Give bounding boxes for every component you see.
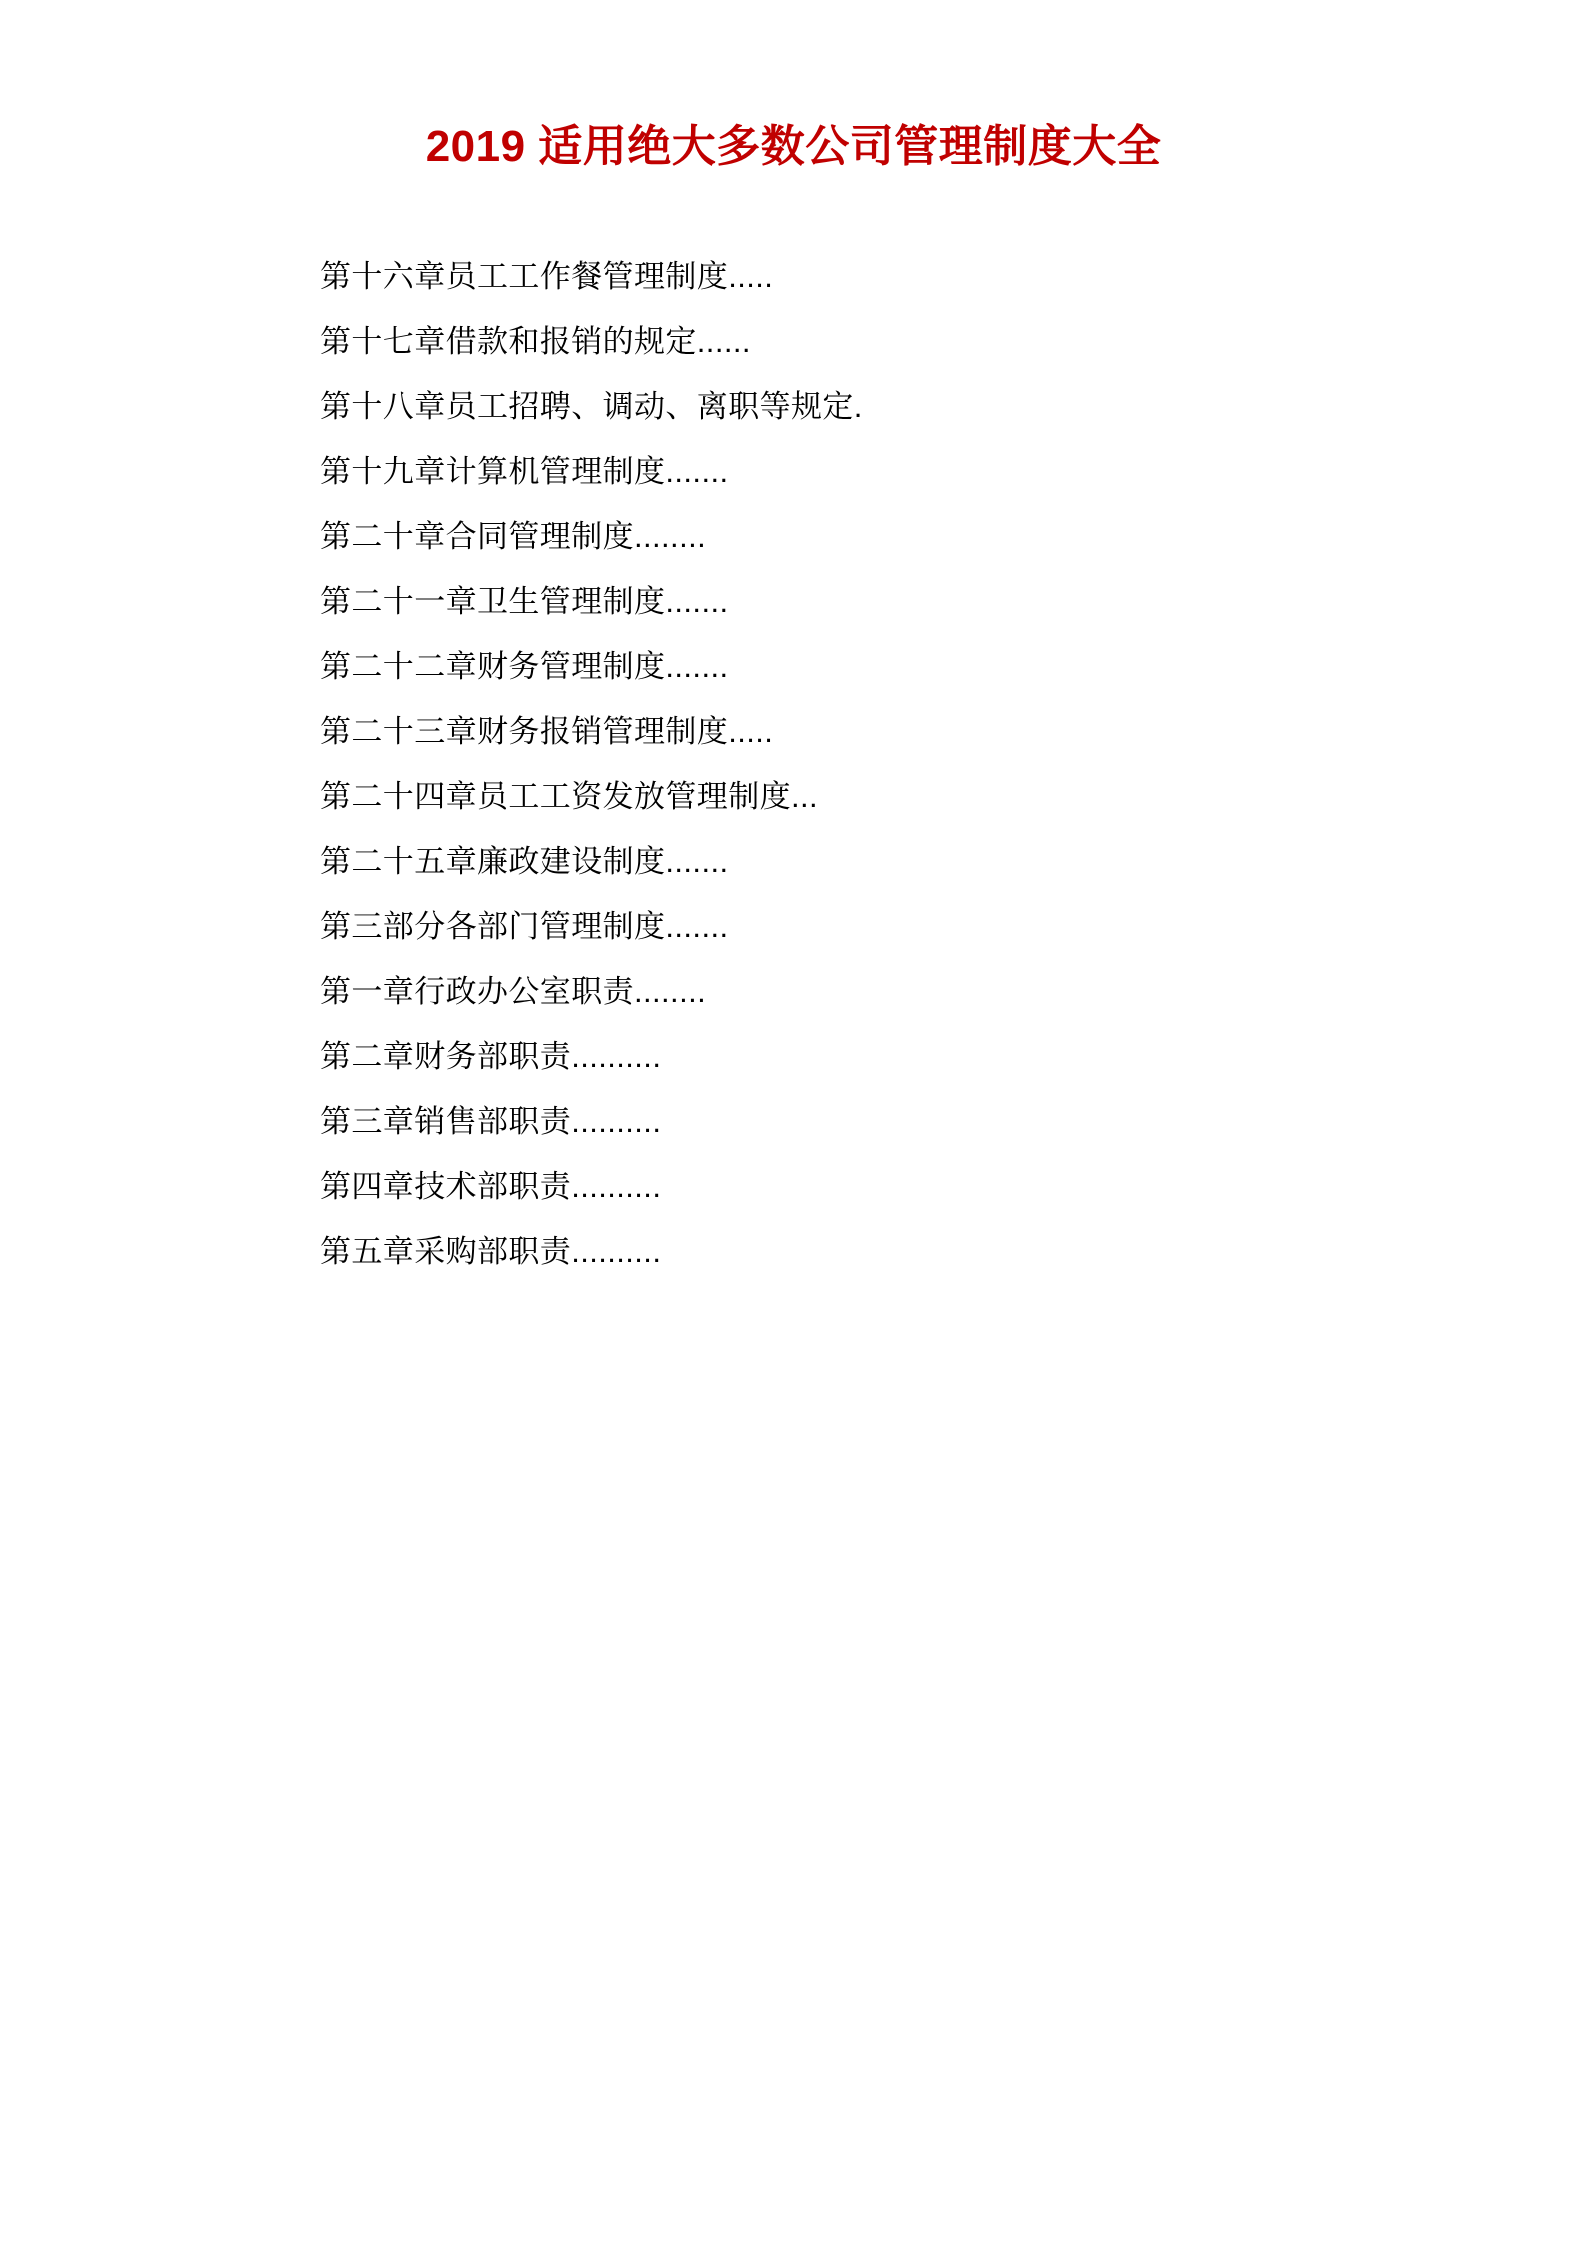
- list-item[interactable]: 第二十一章卫生管理制度.......: [320, 584, 729, 620]
- list-item[interactable]: 第四章技术部职责..........: [320, 1169, 662, 1205]
- list-item[interactable]: 第十九章计算机管理制度.......: [320, 454, 729, 490]
- page-title: 2019 适用绝大多数公司管理制度大全: [425, 122, 1162, 171]
- list-item[interactable]: 第十六章员工工作餐管理制度.....: [320, 259, 774, 295]
- table-of-contents: [0, 175, 1587, 1270]
- list-item[interactable]: 第二十二章财务管理制度.......: [320, 649, 729, 685]
- list-item[interactable]: 第十八章员工招聘、调动、离职等规定.: [320, 389, 863, 425]
- list-item[interactable]: 第二十四章员工工资发放管理制度...: [320, 779, 819, 815]
- list-item[interactable]: 第二十五章廉政建设制度.......: [320, 844, 729, 880]
- list-item[interactable]: 第三部分各部门管理制度.......: [320, 909, 729, 945]
- list-item[interactable]: 第十七章借款和报销的规定......: [320, 324, 751, 360]
- list-item[interactable]: 第五章采购部职责..........: [320, 1234, 662, 1270]
- list-item[interactable]: 第三章销售部职责..........: [320, 1104, 662, 1140]
- list-item[interactable]: 第二十章合同管理制度........: [320, 519, 707, 555]
- list-item[interactable]: 第二章财务部职责..........: [320, 1039, 662, 1075]
- list-item[interactable]: 第二十三章财务报销管理制度.....: [320, 714, 774, 750]
- list-item[interactable]: 第一章行政办公室职责........: [320, 974, 707, 1010]
